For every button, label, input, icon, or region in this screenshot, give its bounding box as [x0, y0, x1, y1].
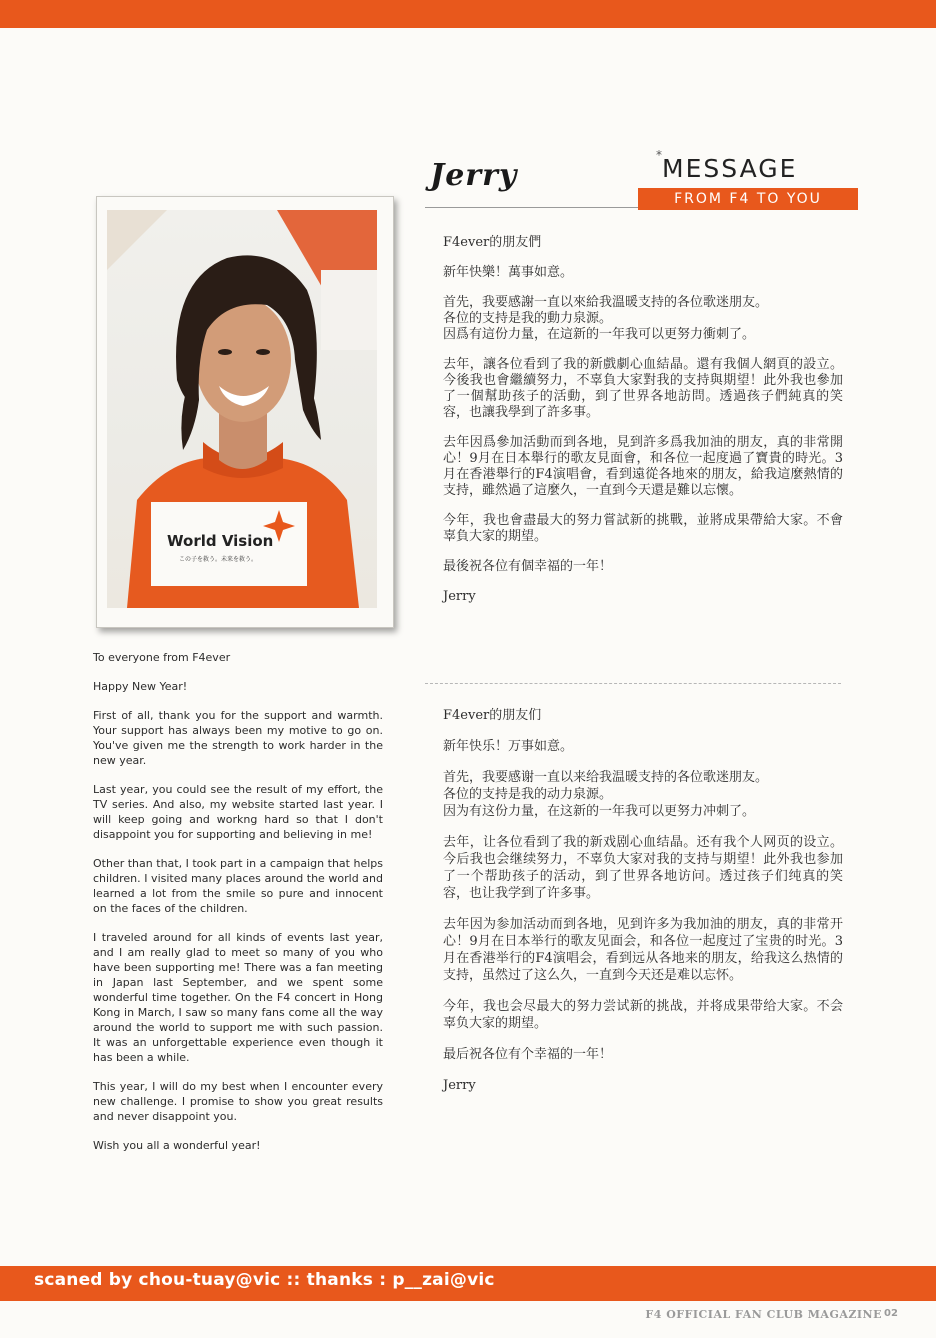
- trad-paragraph: 今年，我也會盡最大的努力嘗試新的挑戰，並將成果帶給大家。不會辜負大家的期望。: [443, 513, 843, 544]
- top-accent-bar: [0, 0, 936, 28]
- trad-paragraph: 首先，我要感謝一直以來給我溫暖支持的各位歌迷朋友。 各位的支持是我的動力泉源。 因爲有這份力量，在這新的一年我可以更努力衝刺了。: [443, 295, 769, 342]
- simp-paragraph: 最后祝各位有个幸福的一年！: [443, 1047, 613, 1062]
- simp-paragraph: 去年，让各位看到了我的新戏剧心血结晶。还有我个人网页的设立。今后我也会继续努力，不辜负大家对我的支持与期望！此外我也参加了一个帮助孩子的活动，到了世界各地访问。透过孩子们纯真的笑容，也让我学到了许多事。: [443, 835, 843, 901]
- page-number: 02: [884, 1308, 898, 1319]
- shirt-tagline: この子を救う。未来を救う。: [179, 556, 258, 563]
- english-paragraph: To everyone from F4ever: [93, 651, 231, 664]
- scan-credit: scaned by chou-tuay@vic :: thanks : p__zai@vic: [34, 1270, 495, 1290]
- traditional-chinese-message: [443, 235, 843, 605]
- simp-signature: Jerry: [443, 1078, 476, 1093]
- english-paragraph: First of all, thank you for the support and warmth. Your support has always been my motive to go on. You've given me the strength to work harder in the new year.: [93, 709, 383, 767]
- english-paragraph: This year, I will do my best when I encounter every new challenge. I promise to show you great results and never disappoint you.: [93, 1080, 383, 1123]
- english-paragraph: Last year, you could see the result of my effort, the TV series. And also, my website started last year. I will keep going and workng hard so that I don't disappoint you for supporting and believing in me!: [93, 783, 383, 841]
- portrait-photo: [107, 210, 377, 608]
- signature: Jerry: [430, 158, 518, 193]
- simp-paragraph: 首先，我要感谢一直以来给我温暖支持的各位歌迷朋友。 各位的支持是我的动力泉源。 因为有这份力量，在这新的一年我可以更努力冲刺了。: [443, 770, 769, 819]
- trad-signature: Jerry: [443, 589, 476, 604]
- header-rule: [425, 207, 638, 208]
- trad-paragraph: 新年快樂！萬事如意。: [443, 265, 574, 280]
- english-message: [93, 650, 383, 1167]
- english-paragraph: Happy New Year!: [93, 680, 188, 693]
- english-paragraph: Other than that, I took part in a campaign that helps children. I visited many places around the world and learned a lot from the smile so pure and innocent on the faces of the children.: [93, 857, 383, 915]
- section-divider: [425, 683, 841, 684]
- message-subtitle: FROM F4 TO YOU: [638, 188, 858, 210]
- simp-paragraph: 新年快乐！万事如意。: [443, 739, 574, 754]
- english-paragraph: Wish you all a wonderful year!: [93, 1139, 261, 1152]
- trad-paragraph: 去年，讓各位看到了我的新戲劇心血結晶。還有我個人網頁的設立。今後我也會繼續努力，不辜負大家對我的支持與期望！此外我也參加了一個幫助孩子的活動，到了世界各地訪問。透過孩子們純真的笑容，也讓我學到了許多事。: [443, 357, 843, 420]
- trad-paragraph: F4ever的朋友們: [443, 235, 542, 250]
- trad-paragraph: 去年因爲參加活動而到各地，見到許多爲我加油的朋友，真的非常開心！9月在日本舉行的歌友見面會，和各位一起度過了寶貴的時光。3月在香港舉行的F4演唱會，看到遠從各地來的朋友，給我這麼熱情的支持，雖然過了這麼久，一直到今天還是難以忘懷。: [443, 435, 843, 498]
- simp-paragraph: 今年，我也会尽最大的努力尝试新的挑战，并将成果带给大家。不会辜负大家的期望。: [443, 999, 843, 1031]
- simplified-chinese-message: [443, 707, 843, 1094]
- trad-paragraph: 最後祝各位有個幸福的一年！: [443, 559, 613, 574]
- english-paragraph: I traveled around for all kinds of events last year, and I am really glad to meet so many of you who have been supporting me! There was a fan meeting in Japan last September, and we spent some wonderful time together. On the F4 concert in Hong Kong in March, I saw so many fans come all the way around the world to support me with such passion. It was an unforgettable experience even though it has been a while.: [93, 931, 383, 1064]
- shirt-logo: World Vision: [167, 532, 274, 550]
- simp-paragraph: 去年因为参加活动而到各地，见到许多为我加油的朋友，真的非常开心！9月在日本举行的歌友见面会，和各位一起度过了宝贵的时光。3月在香港举行的F4演唱会，看到远从各地来的朋友，给我这么热情的支持，虽然过了这么久，一直到今天还是难以忘怀。: [443, 917, 843, 983]
- magazine-footer: F4 OFFICIAL FAN CLUB MAGAZINE: [645, 1308, 882, 1321]
- simp-paragraph: F4ever的朋友们: [443, 708, 542, 723]
- message-title: MESSAGE: [662, 154, 798, 183]
- message-mark: *: [656, 148, 662, 162]
- photo-frame: [96, 196, 394, 628]
